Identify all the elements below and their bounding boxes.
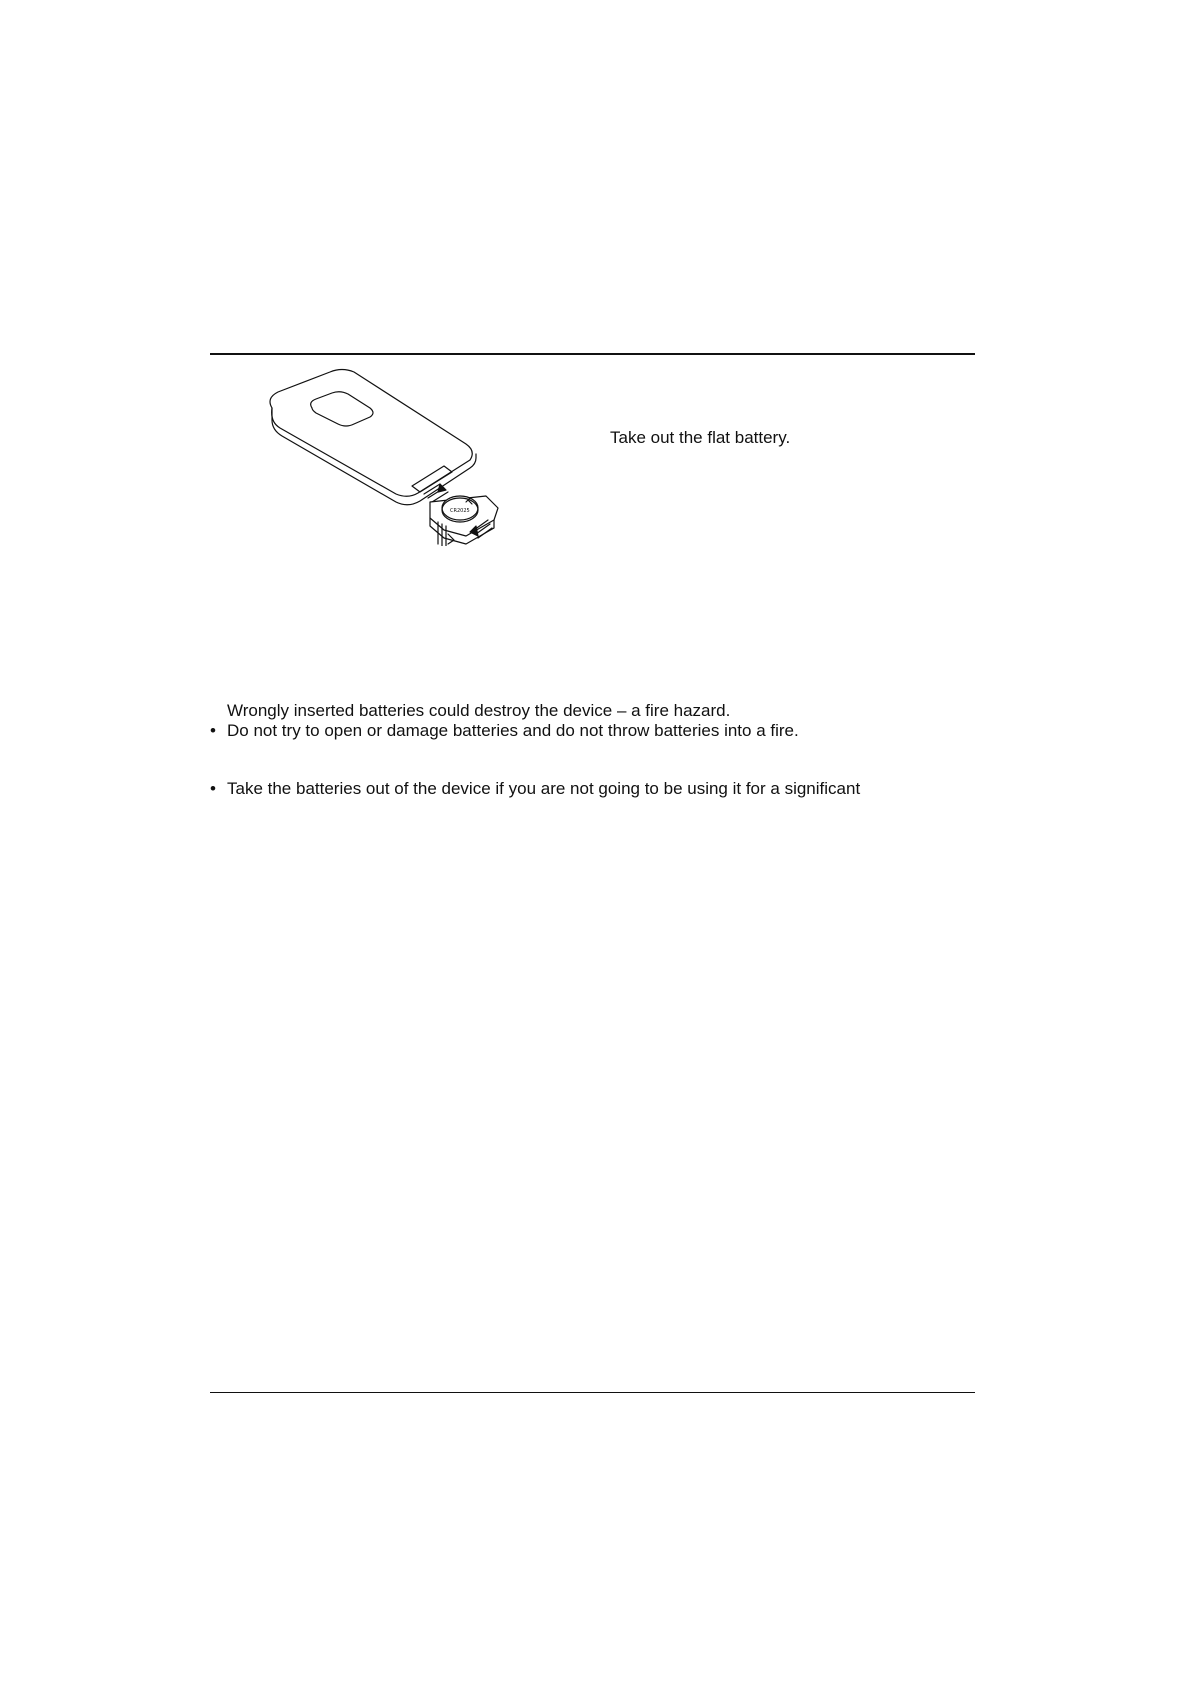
svg-text:CR2025: CR2025 [450,508,470,514]
bullet-icon: • [210,721,216,740]
remote-control-battery-icon [262,368,542,546]
warning-item-text: Take the batteries out of the device if you are not going to be using it for a significant [227,779,861,798]
warning-item-text: Do not try to open or damage batteries and do not throw batteries into a fire. [227,721,799,740]
top-rule [210,353,975,355]
warning-continuation [210,701,975,721]
warning-item [210,779,975,799]
battery-warnings [210,701,975,799]
bottom-rule [210,1392,975,1393]
instruction-caption: Take out the flat battery. [610,428,791,447]
bullet-icon: • [210,779,216,798]
warning-continuation-text: Wrongly inserted batteries could destroy the device – a fire hazard. [227,701,731,720]
warning-item [210,721,975,741]
